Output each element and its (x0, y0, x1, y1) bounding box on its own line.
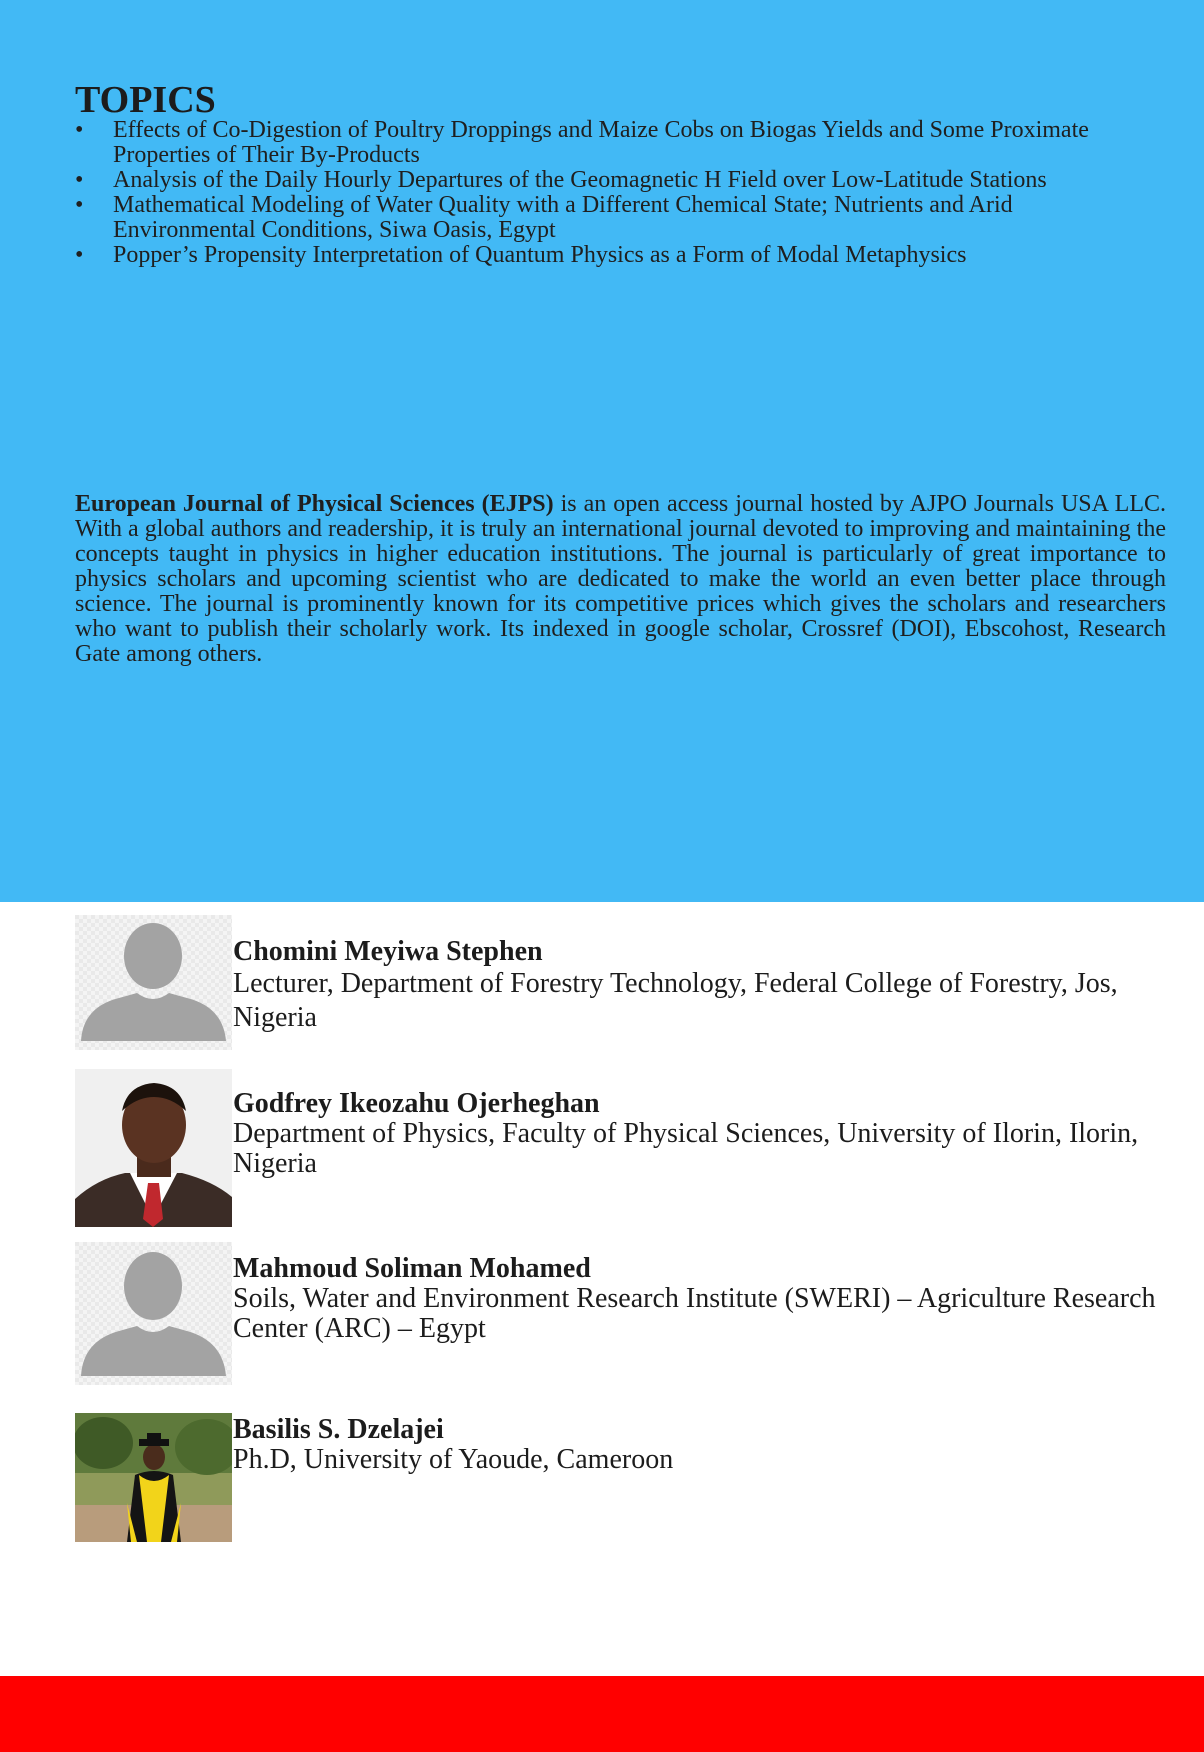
journal-name: European Journal of Physical Sciences (EJPS) (75, 491, 554, 517)
journal-description-text: is an open access journal hosted by AJPO Journals USA LLC. With a global authors and readership, it is truly an international journal devoted to improving and maintaining the concepts taught in physics in higher education institutions. The journal is particularly of great importance to physics scholars and upcoming scientist who are dedicated to make the world an even better place through science. The journal is prominently known for its competitive prices which gives the scholars and researchers who want to publish their scholarly work. Its indexed in google scholar, Crossref (DOI), Ebscohost, Research Gate among others. (75, 491, 1166, 667)
placeholder-avatar-icon (75, 915, 232, 1050)
editor-info (233, 1254, 1173, 1344)
editor-affiliation: Lecturer, Department of Forestry Technology, Federal College of Forestry, Jos, Nigeria (233, 968, 1118, 1033)
topics-list (75, 118, 1135, 268)
person-photo (75, 1069, 232, 1227)
editor-info (233, 937, 1173, 1035)
topic-item: • Effects of Co-Digestion of Poultry Droppings and Maize Cobs on Biogas Yields and Some Proximate Properties of Their By-Products (75, 118, 1135, 168)
placeholder-avatar-icon (75, 1242, 232, 1385)
journal-description (75, 492, 1166, 667)
topic-item: • Mathematical Modeling of Water Quality with a Different Chemical State; Nutrients and Arid Environmental Conditions, Siwa Oasis, Egypt (75, 193, 1135, 243)
person-photo (75, 1413, 232, 1542)
editor-affiliation: Department of Physics, Faculty of Physical Sciences, University of Ilorin, Ilorin, Nigeria (233, 1118, 1139, 1179)
editor-info (233, 1089, 1173, 1179)
editor-name: Chomini Meyiwa Stephen (233, 936, 543, 967)
editor-info (233, 1415, 1173, 1475)
editor-name: Mahmoud Soliman Mohamed (233, 1253, 591, 1284)
topic-item: • Analysis of the Daily Hourly Departures of the Geomagnetic H Field over Low-Latitude Stations (75, 168, 1135, 193)
editor-name: Godfrey Ikeozahu Ojerheghan (233, 1088, 600, 1119)
editor-name: Basilis S. Dzelajei (233, 1414, 444, 1445)
footer-bar (0, 1676, 1204, 1752)
editor-affiliation: Ph.D, University of Yaoude, Cameroon (233, 1444, 674, 1475)
topic-item: • Popper’s Propensity Interpretation of Quantum Physics as a Form of Modal Metaphysics (75, 243, 1135, 268)
topics-heading: TOPICS (75, 79, 216, 121)
editor-affiliation: Soils, Water and Environment Research Institute (SWERI) – Agriculture Research Center (ARC) – Egypt (233, 1283, 1156, 1344)
